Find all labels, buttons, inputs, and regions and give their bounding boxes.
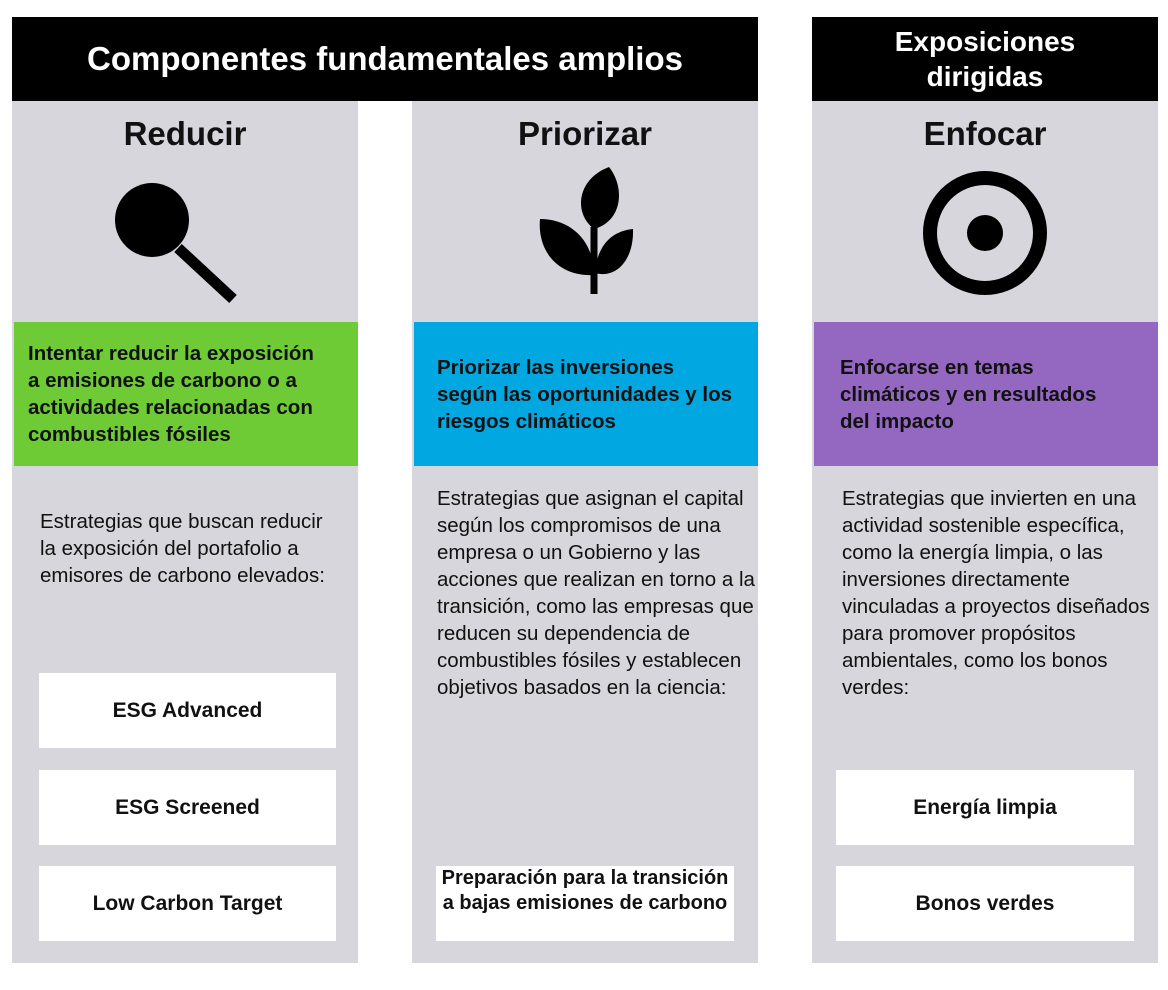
plant-icon (537, 167, 633, 297)
tag-label: Energía limpia (913, 796, 1057, 819)
column-priorizar (412, 101, 758, 963)
magnifier-icon (112, 180, 242, 305)
column-description: Estrategias que asignan el capital según los compromisos de una empresa o un Gobierno y las acciones que realizan en torno a la transición, como las empresas que reducen su dependencia de combustibles fósiles y establecen objetivos basados en la ciencia: (437, 487, 755, 699)
tag-label: Preparación para la transición a bajas emisiones de carbono (441, 867, 729, 914)
header-broad-components (12, 17, 758, 101)
tag-low-carbon-transition (436, 866, 734, 941)
column-title: Reducir (123, 115, 247, 152)
tag-label: ESG Advanced (112, 699, 263, 722)
header-targeted-line2: dirigidas (926, 61, 1044, 92)
band-text: Priorizar las inversiones según las oportunidades y los riesgos climáticos (437, 355, 733, 433)
column-title: Enfocar (923, 115, 1047, 152)
header-broad-label: Componentes fundamentales amplios (87, 40, 683, 77)
tag-label: Bonos verdes (915, 892, 1055, 915)
tag-esg-advanced (39, 673, 336, 748)
band-enfocar (814, 322, 1158, 466)
tag-low-carbon-target (39, 866, 336, 941)
header-targeted-exposures (812, 17, 1158, 101)
column-description: Estrategias que invierten en una actividad sostenible específica, como la energía limpia, o las inversiones directamente vinculadas a proyectos diseñados para promover propósitos ambientales, como los bonos verdes: (842, 487, 1150, 699)
band-priorizar (414, 322, 758, 466)
tag-esg-screened (39, 770, 336, 845)
column-reducir (12, 101, 358, 963)
tag-label: ESG Screened (115, 796, 260, 819)
header-targeted-label (895, 24, 1076, 94)
band-reducir (14, 322, 358, 466)
tag-energia-limpia (836, 770, 1134, 845)
band-text: Intentar reducir la exposición a emisiones de carbono o a actividades relacionadas con combustibles fósiles (28, 342, 314, 446)
column-title: Priorizar (518, 115, 652, 152)
header-targeted-line1: Exposiciones (894, 26, 1076, 57)
tag-bonos-verdes (836, 866, 1134, 941)
column-enfocar (812, 101, 1158, 963)
column-description: Estrategias que buscan reducir la exposición del portafolio a emisores de carbono elevados: (40, 510, 325, 587)
target-icon (923, 171, 1047, 295)
band-text: Enfocarse en temas climáticos y en resultados del impacto (840, 355, 1097, 433)
tag-label: Low Carbon Target (92, 892, 283, 915)
